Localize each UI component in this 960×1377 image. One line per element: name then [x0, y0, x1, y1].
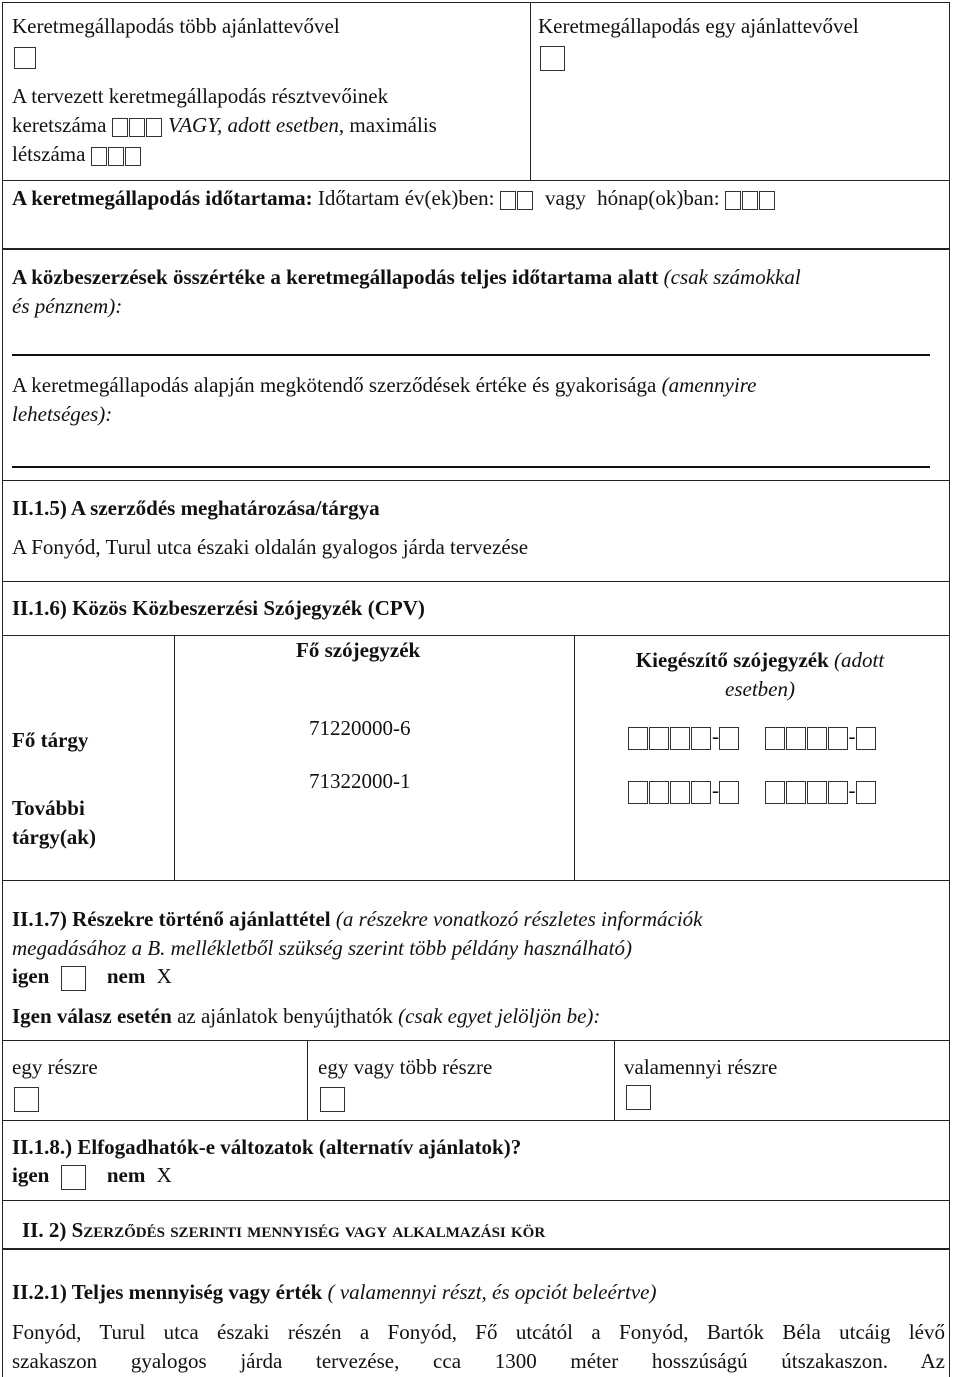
variants-yes-checkbox[interactable]	[61, 1165, 86, 1190]
cpv-main-code: 71220000-6	[309, 716, 411, 740]
lots-yes-no: igen nem X	[12, 964, 172, 991]
lots-option-one: egy részre	[12, 1055, 98, 1079]
scope-body-line2: szakaszon gyalogos járda tervezése, cca 1300 méter hosszúságú útszakaszon. Az	[12, 1349, 945, 1373]
participants-count-box[interactable]	[129, 118, 145, 137]
supp-code-box[interactable]	[628, 781, 648, 804]
table-divider-horizontal	[2, 180, 949, 181]
framework-multi-checkbox[interactable]	[14, 47, 36, 69]
scope-heading: II. 2) Szerződés szerinti mennyiség vagy alkalmazási kör	[22, 1218, 546, 1242]
participants-line3: létszáma	[12, 142, 142, 167]
participants-line1: A tervezett keretmegállapodás résztvevőinek	[12, 84, 389, 108]
cpv-supp-vocab-header-cont: esetben)	[725, 677, 795, 701]
supp-code-box[interactable]	[856, 781, 876, 804]
supp-code-box[interactable]	[828, 727, 848, 750]
cpv-additional-label: További	[12, 796, 85, 820]
supp-code-box[interactable]	[719, 727, 739, 750]
table-border-top	[2, 2, 949, 3]
duration-row: A keretmegállapodás időtartama: Időtartam év(ek)ben: vagy hónap(ok)ban:	[12, 186, 776, 211]
supp-code-box[interactable]	[807, 727, 827, 750]
contracts-value-text: A keretmegállapodás alapján megkötendő szerződések értéke és gyakorisága (amennyire	[12, 373, 757, 397]
supp-code-box[interactable]	[691, 727, 711, 750]
section-divider-3	[2, 581, 949, 582]
total-value-text: A közbeszerzések összértéke a keretmegállapodás teljes időtartama alatt (csak számokkal	[12, 265, 801, 289]
scope-body-line1: Fonyód, Turul utca északi részén a Fonyód, Fő utcától a Fonyód, Bartók Béla utcáig lévő	[12, 1320, 945, 1344]
definition-text: A Fonyód, Turul utca északi oldalán gyalogos járda tervezése	[12, 535, 529, 559]
lots-table-top	[2, 1040, 949, 1041]
cpv-supp-vocab-header: Kiegészítő szójegyzék (adott	[635, 648, 885, 672]
supp-code-box[interactable]	[628, 727, 648, 750]
supp-code-box[interactable]	[649, 727, 669, 750]
contracts-value-fill-line[interactable]	[12, 466, 930, 468]
total-value-text-cont: és pénznem):	[12, 294, 123, 318]
cpv-col-divider-2	[574, 635, 575, 880]
supp-code-box[interactable]	[807, 781, 827, 804]
outer-border-right	[949, 2, 950, 1248]
duration-years-box[interactable]	[500, 191, 516, 210]
lots-table-bottom	[2, 1120, 949, 1121]
scope-box-left	[2, 1248, 3, 1377]
scope-box-right	[949, 1248, 950, 1377]
duration-months-box[interactable]	[742, 191, 758, 210]
cpv-col-divider-1	[174, 635, 175, 880]
supp-code-box[interactable]	[765, 781, 785, 804]
section-divider-1	[2, 248, 949, 250]
table-divider-vertical	[530, 2, 531, 180]
supp-code-box[interactable]	[649, 781, 669, 804]
lots-yes-checkbox[interactable]	[61, 966, 86, 991]
lots-heading-cont: megadásához a B. mellékletből szükség szerint több példány használható)	[12, 936, 633, 960]
participants-max-box[interactable]	[125, 147, 141, 166]
variants-no-mark[interactable]: X	[156, 1163, 172, 1187]
participants-count-box[interactable]	[112, 118, 128, 137]
scope-box-top	[2, 1248, 950, 1250]
cpv-additional-label-cont: tárgy(ak)	[12, 825, 96, 849]
lots-option-all-checkbox[interactable]	[626, 1085, 651, 1110]
framework-single-label: Keretmegállapodás egy ajánlattevővel	[538, 14, 859, 38]
variants-heading: II.1.8.) Elfogadhatók-e változatok (alternatív ajánlatok)?	[12, 1135, 522, 1159]
lots-option-one-or-more: egy vagy több részre	[318, 1055, 493, 1079]
supp-code-box[interactable]	[786, 781, 806, 804]
supp-code-box[interactable]	[856, 727, 876, 750]
cpv-table-top	[2, 635, 949, 636]
cpv-heading: II.1.6) Közös Közbeszerzési Szójegyzék (CPV)	[12, 596, 425, 620]
duration-months-box[interactable]	[759, 191, 775, 210]
supp-code-box[interactable]	[828, 781, 848, 804]
supp-code-box[interactable]	[670, 727, 690, 750]
section-divider-2	[2, 480, 949, 481]
total-value-fill-line[interactable]	[12, 354, 930, 356]
cpv-additional-code: 71322000-1	[309, 769, 411, 793]
cpv-table-bottom	[2, 880, 949, 881]
lots-if-yes: Igen válasz esetén az ajánlatok benyújthatók (csak egyet jelöljön be):	[12, 1004, 601, 1028]
supp-code-box[interactable]	[786, 727, 806, 750]
cpv-main-object-label: Fő tárgy	[12, 728, 89, 752]
variants-yes-no: igen nem X	[12, 1163, 172, 1190]
lots-option-one-or-more-checkbox[interactable]	[320, 1087, 345, 1112]
duration-years-box[interactable]	[517, 191, 533, 210]
participants-count-box[interactable]	[146, 118, 162, 137]
supp-code-box[interactable]	[719, 781, 739, 804]
participants-max-box[interactable]	[91, 147, 107, 166]
lots-option-one-checkbox[interactable]	[14, 1087, 39, 1112]
definition-heading: II.1.5) A szerződés meghatározása/tárgya	[12, 496, 380, 520]
scope-total-heading: II.2.1) Teljes mennyiség vagy érték ( valamennyi részt, és opciót beleértve)	[12, 1280, 657, 1304]
section-divider-4	[2, 1200, 949, 1201]
lots-option-all: valamennyi részre	[624, 1055, 778, 1079]
duration-months-box[interactable]	[725, 191, 741, 210]
supp-code-box[interactable]	[765, 727, 785, 750]
lots-col-divider-2	[614, 1040, 615, 1120]
framework-multi-label: Keretmegállapodás több ajánlattevővel	[12, 14, 340, 38]
lots-heading: II.1.7) Részekre történő ajánlattétel (a részekre vonatkozó részletes információk	[12, 907, 703, 931]
supp-code-box[interactable]	[691, 781, 711, 804]
framework-single-checkbox[interactable]	[540, 46, 565, 71]
lots-no-mark[interactable]: X	[156, 964, 172, 988]
participants-line2: keretszáma VAGY, adott esetben, maximális	[12, 113, 437, 137]
lots-col-divider-1	[307, 1040, 308, 1120]
participants-max-box[interactable]	[108, 147, 124, 166]
outer-border-left	[2, 2, 3, 1248]
cpv-supp-code-row: - -	[628, 778, 877, 804]
cpv-main-vocab-header: Fő szójegyzék	[296, 638, 421, 662]
cpv-supp-code-row: - -	[628, 724, 877, 750]
contracts-value-text-cont: lehetséges):	[12, 402, 113, 426]
supp-code-box[interactable]	[670, 781, 690, 804]
